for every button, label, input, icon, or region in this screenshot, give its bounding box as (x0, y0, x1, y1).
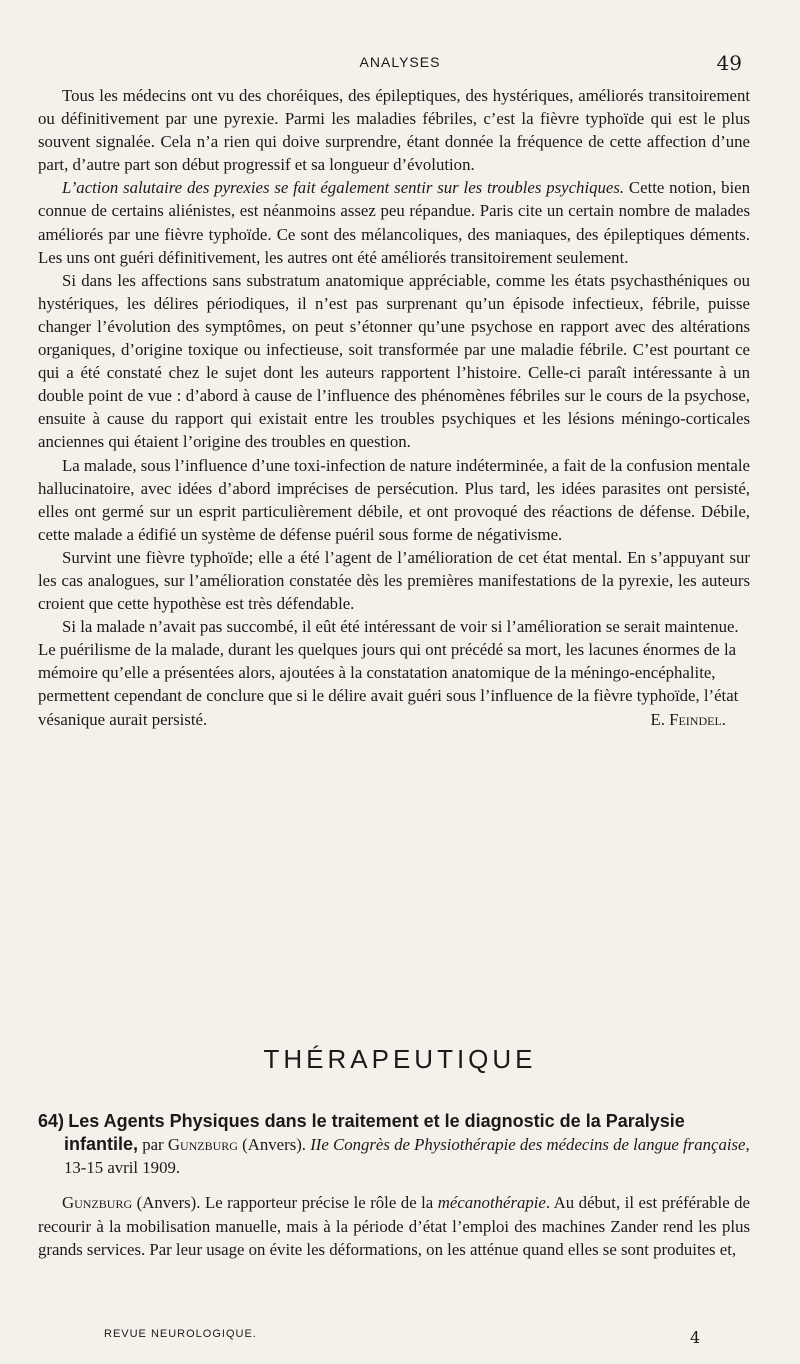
running-title: ANALYSES (359, 54, 441, 70)
paragraph: Si dans les affections sans substratum anatomique appréciable, comme les états psychasthéniques ou hystériques, les délires périodiques, il n’est pas surprenant qu’un épisode infectieux, fébrile, puisse changer l’évolution des symptômes, on peut s’étonner qu’une psychose en rapport avec des altérations organiques, d’origine toxique ou infectieuse, soit transformée par une maladie fébrile. C’est pourtant ce qui a été constaté chez le sujet dont les auteurs rapportent l’histoire. Celle-ci paraît intéressante à un double point de vue : d’abord à cause de l’influence des phénomènes fébriles sur le cours de la psychose, ensuite à cause du rapport qui existait entre les troubles psychiques et les lésions méningo-corticales anciennes qui étaient l’origine des troubles en question. (38, 270, 750, 452)
reviewer-signature: E. Feindel. (650, 709, 726, 729)
article-citation (38, 1110, 750, 1179)
article-author: Gunzburg (167, 1135, 238, 1154)
signature-mark: 4 (690, 1328, 701, 1347)
congress-date: 13-15 avril 1909. (64, 1158, 181, 1177)
paragraph-text: Si la malade n’avait pas succombé, il eût été intéressant de voir si l’amélioration se serait maintenue. Le puérilisme de la malade, durant les quelques jours qui ont précédé sa mort, les lacunes énormes de la mémoire qu’elle a présentées alors, ajoutées à la constatation anatomique de la méningo-encéphalite, permettent cependant de conclure que si le délire avait guéri sous l’influence de la fièvre typhoïde, l’état vésanique aurait persisté. (38, 617, 739, 729)
paragraph-with-signature (38, 615, 750, 730)
review-body (38, 84, 750, 731)
summary-term: mécanothérapie (437, 1193, 546, 1212)
article-entry (38, 1110, 750, 1262)
italic-lead: L’action salutaire des pyrexies se fait également sentir sur les troubles psychiques. (62, 178, 625, 198)
summary-text: (Anvers). Le rapporteur précise le rôle de la (132, 1193, 438, 1212)
journal-name: REVUE NEUROLOGIQUE. (104, 1328, 257, 1340)
summary-author: Gunzburg (62, 1193, 133, 1212)
article-number: 64) (38, 1111, 65, 1131)
summary-text: . Au début, il est préférable de recourir à la mobilisation manuelle, mais à la période d’état l’emploi des machines Zander rend les plus grands services. Par leur usage on évite les déformations, on les atténue quand elles se sont produites et, (38, 1193, 750, 1259)
page-number: 49 (716, 51, 742, 75)
congress-name: IIe Congrès de Physiothérapie des médecins de langue française, (310, 1135, 750, 1154)
paragraph: Survint une fièvre typhoïde; elle a été l’agent de l’amélioration de cet état mental. En s’appuyant sur les cas analogues, sur l’amélioration constatée dès les premières manifestations de la pyrexie, les auteurs croient que cette hypothèse est très défendable. (38, 547, 750, 614)
article-title: Les Agents Physiques dans le traitement et le diagnostic de la Paralysie infantile, (64, 1111, 685, 1154)
running-header (0, 51, 800, 78)
citation-text: par (138, 1135, 168, 1154)
section-heading: THÉRAPEUTIQUE (263, 1044, 537, 1074)
article-summary (38, 1191, 750, 1262)
paragraph-text: Cette notion, bien connue de certains aliénistes, est néanmoins assez peu répandue. Paris cite un certain nombre de malades améliorés par une fièvre typhoïde. Ce sont des mélancoliques, des maniaques, des épileptiques déments. Les uns ont guéri définitivement, les autres ont été améliorés transitoirement seulement. (38, 178, 750, 267)
author-location: (Anvers). (237, 1135, 311, 1154)
paragraph: Tous les médecins ont vu des choréiques, des épileptiques, des hystériques, améliorés transitoirement ou définitivement par une pyrexie. Parmi les maladies fébriles, c’est la fièvre typhoïde qui est le plus souvent signalée. Cela n’a rien qui doive surprendre, étant donnée la fréquence de cette affection d’une part, d’autre part son début progressif et sa longueur d’évolution. (38, 86, 750, 175)
paragraph: La malade, sous l’influence d’une toxi-infection de nature indéterminée, a fait de la confusion mentale hallucinatoire, avec idées d’abord imprécises de persécution. Plus tard, les idées parasites ont persisté, elles ont germé sur un esprit particulièrement débile, et ont provoqué des réactions de défense. Débile, cette malade a édifié un système de défense puéril sous forme de négativisme. (38, 455, 750, 544)
page-footer (0, 1328, 800, 1352)
paragraph (38, 176, 750, 268)
